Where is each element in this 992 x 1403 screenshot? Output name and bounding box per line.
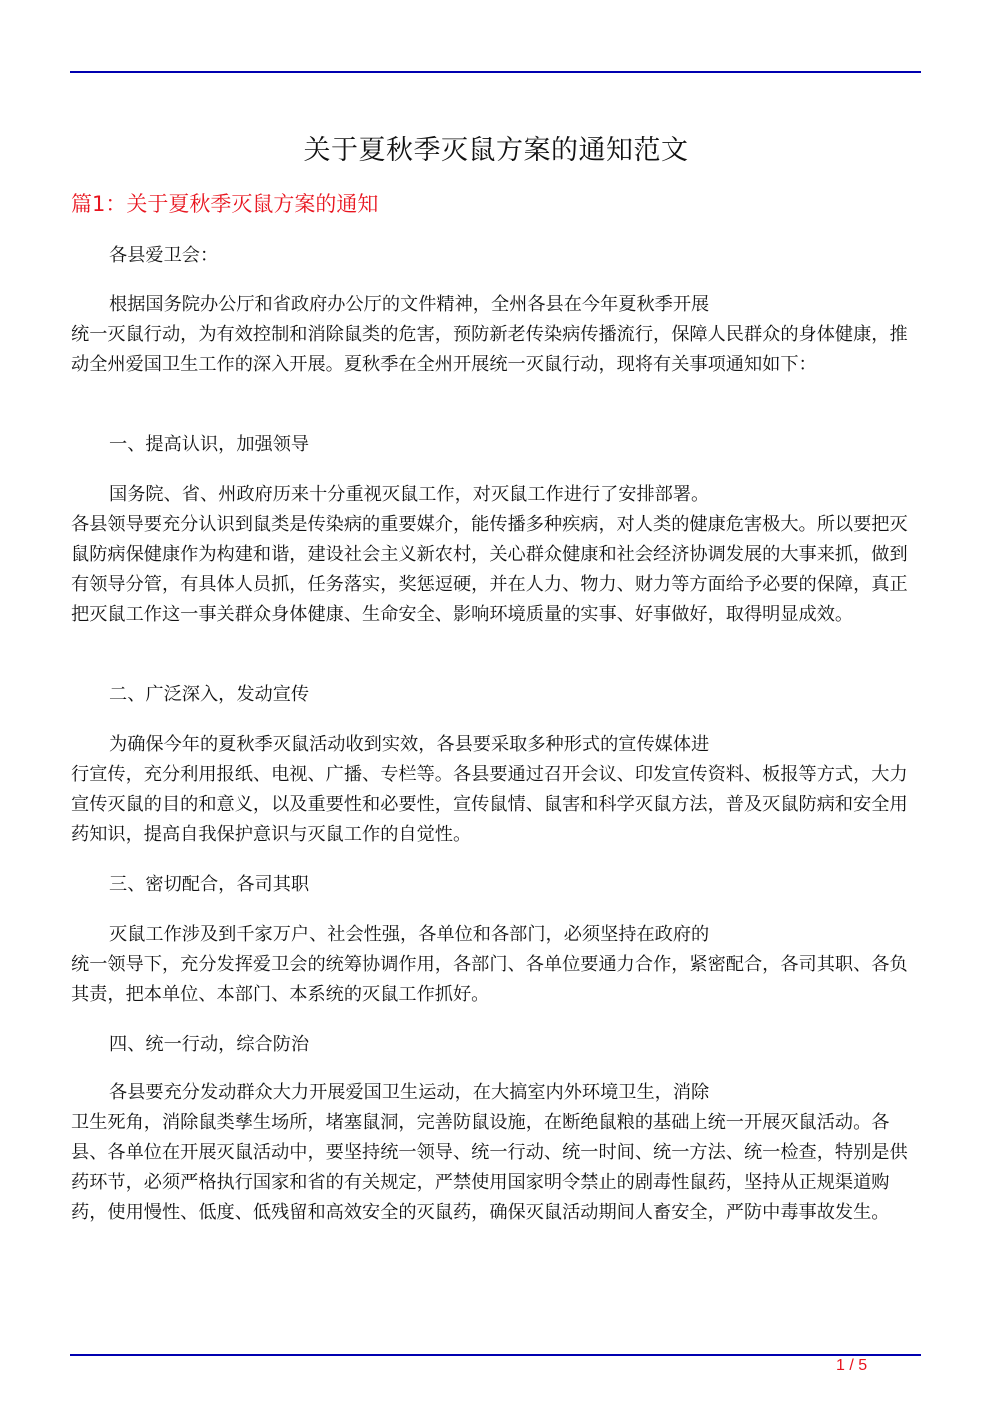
section-heading-2 <box>71 680 921 710</box>
section-heading: 篇1：关于夏秋季灭鼠方案的通知 <box>71 192 379 216</box>
paragraph-section-1 <box>71 480 921 630</box>
section-heading-text: 一、提高认识，加强领导 <box>109 434 310 455</box>
salutation-text: 各县爱卫会： <box>109 245 219 266</box>
paragraph-body: 统一灭鼠行动，为有效控制和消除鼠类的危害，预防新老传染病传播流行，保障人民群众的身体健康，推动全州爱国卫生工作的深入开展。夏秋季在全州开展统一灭鼠行动，现将有关事项通知如下： <box>71 324 908 375</box>
paragraph-section-3 <box>71 920 921 1010</box>
paragraph-body: 各县领导要充分认识到鼠类是传染病的重要媒介，能传播多种疾病，对人类的健康危害极大。所以要把灭鼠防病保健康作为构建和谐，建设社会主义新农村，关心群众健康和社会经济协调发展的大事来抓，做到有领导分管，有具体人员抓，任务落实，奖惩逗硬，并在人力、物力、财力等方面给予必要的保障，真正把灭鼠工作这一事关群众身体健康、生命安全、影响环境质量的实事、好事做好，取得明显成效。 <box>71 514 908 625</box>
page-number: 1 / 5 <box>836 1357 868 1374</box>
section-heading-3 <box>71 870 921 900</box>
paragraph-first-line: 为确保今年的夏秋季灭鼠活动收到实效，各县要采取多种形式的宣传媒体进 <box>109 734 710 755</box>
footer-rule <box>70 1354 921 1356</box>
document-title: 关于夏秋季灭鼠方案的通知范文 <box>303 135 689 166</box>
paragraph-first-line: 灭鼠工作涉及到千家万户、社会性强，各单位和各部门，必须坚持在政府的 <box>109 924 710 945</box>
paragraph-section-2 <box>71 730 921 850</box>
paragraph-first-line: 各县要充分发动群众大力开展爱国卫生运动，在大搞室内外环境卫生，消除 <box>109 1082 710 1103</box>
section-heading-text: 四、统一行动，综合防治 <box>109 1034 310 1055</box>
salutation <box>71 241 921 271</box>
header-rule <box>70 71 921 73</box>
paragraph-first-line: 根据国务院办公厅和省政府办公厅的文件精神，全州各县在今年夏秋季开展 <box>109 294 710 315</box>
paragraph-body: 行宣传，充分利用报纸、电视、广播、专栏等。各县要通过召开会议、印发宣传资料、板报等方式，大力宣传灭鼠的目的和意义，以及重要性和必要性，宣传鼠情、鼠害和科学灭鼠方法，普及灭鼠防病和安全用药知识，提高自我保护意识与灭鼠工作的自觉性。 <box>71 764 908 845</box>
paragraph-intro <box>71 290 921 380</box>
paragraph-body: 统一领导下，充分发挥爱卫会的统筹协调作用，各部门、各单位要通力合作，紧密配合，各司其职、各负其责，把本单位、本部门、本系统的灭鼠工作抓好。 <box>71 954 908 1005</box>
paragraph-body: 卫生死角，消除鼠类孳生场所，堵塞鼠洞，完善防鼠设施，在断绝鼠粮的基础上统一开展灭鼠活动。各县、各单位在开展灭鼠活动中，要坚持统一领导、统一行动、统一时间、统一方法、统一检查，特别是供药环节，必须严格执行国家和省的有关规定，严禁使用国家明令禁止的剧毒性鼠药，坚持从正规渠道购药，使用慢性、低度、低残留和高效安全的灭鼠药，确保灭鼠活动期间人畜安全，严防中毒事故发生。 <box>71 1112 908 1223</box>
paragraph-section-4 <box>71 1078 921 1228</box>
section-heading-4 <box>71 1030 921 1060</box>
paragraph-first-line: 国务院、省、州政府历来十分重视灭鼠工作，对灭鼠工作进行了安排部署。 <box>109 484 710 505</box>
section-heading-text: 二、广泛深入，发动宣传 <box>109 684 310 705</box>
section-heading-1 <box>71 430 921 460</box>
section-heading-text: 三、密切配合，各司其职 <box>109 874 310 895</box>
